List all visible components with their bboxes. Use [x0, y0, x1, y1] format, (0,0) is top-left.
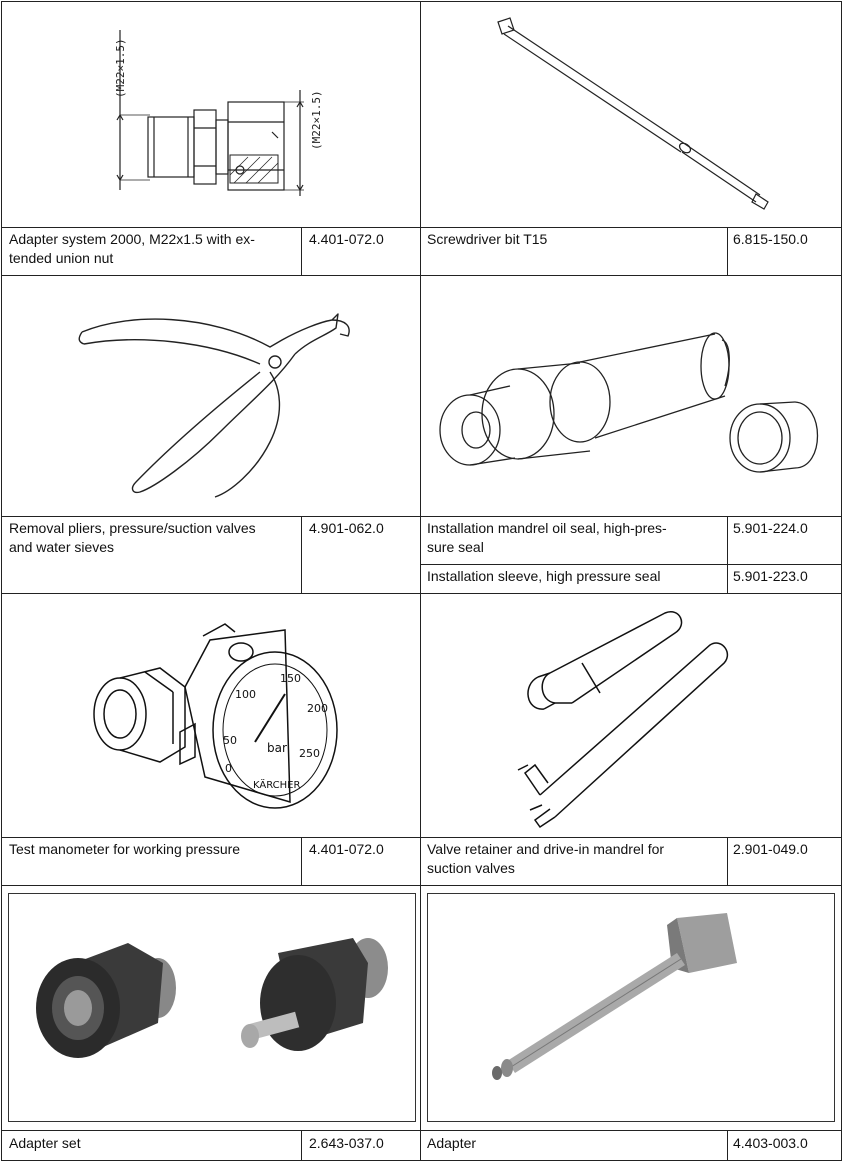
removal-pliers-description: Removal pliers, pressure/suction valves and water sieves — [9, 520, 256, 555]
item-description — [427, 1134, 725, 1153]
gauge-scale-0: 0 — [225, 762, 232, 775]
rule — [1, 227, 842, 228]
rule — [1, 837, 842, 838]
item-description — [427, 840, 725, 878]
removal-pliers-part: 4.901-062.0 — [309, 520, 384, 536]
part-number — [309, 230, 417, 249]
installation-mandrel-description: Installation mandrel oil seal, high-pres- sure seal — [427, 520, 667, 555]
part-number — [733, 230, 839, 249]
gauge-units: bar — [267, 741, 287, 755]
manometer-drawing — [85, 612, 345, 822]
rule — [841, 1, 842, 1161]
item-description — [427, 567, 725, 586]
rule — [727, 837, 728, 886]
manometer-description: Test manometer for working pressure — [9, 841, 241, 857]
rule — [1, 593, 842, 594]
gauge-brand: KÄRCHER — [253, 780, 301, 791]
screwdriver-bit-part: 6.815-150.0 — [733, 231, 808, 247]
rule — [1, 885, 842, 886]
installation-sleeve-description: Installation sleeve, high pressure seal — [427, 568, 661, 584]
adapter-description: Adapter — [427, 1135, 477, 1151]
adapter-system-description: Adapter system 2000, M22x1.5 with ex- tended union nut — [9, 231, 255, 266]
valve-retainer-drawing — [510, 605, 740, 830]
gauge-scale-250: 250 — [299, 747, 320, 760]
part-number — [733, 1134, 839, 1153]
part-number — [733, 519, 839, 538]
rule — [1, 275, 842, 276]
installation-sleeve-part: 5.901-223.0 — [733, 568, 808, 584]
item-description — [9, 840, 299, 859]
gauge-scale-50: 50 — [223, 734, 237, 747]
item-description — [9, 1134, 299, 1153]
rule — [1, 516, 842, 517]
valve-retainer-description: Valve retainer and drive-in mandrel for suction valves — [427, 841, 665, 876]
item-description — [427, 519, 725, 557]
thread-label-right: (M22×1.5) — [310, 90, 323, 150]
adapter-set-part: 2.643-037.0 — [309, 1135, 384, 1151]
rule — [727, 1130, 728, 1161]
adapter-set-description: Adapter set — [9, 1135, 81, 1151]
screwdriver-bit-drawing — [480, 12, 780, 217]
adapter-photo — [427, 893, 835, 1122]
adapter-system-part: 4.401-072.0 — [309, 231, 384, 247]
gauge-scale-100: 100 — [235, 688, 256, 701]
valve-retainer-part: 2.901-049.0 — [733, 841, 808, 857]
adapter-system-drawing — [100, 20, 340, 220]
item-description — [9, 519, 299, 557]
gauge-scale-150: 150 — [280, 672, 301, 685]
removal-pliers-drawing — [70, 292, 360, 502]
adapter-set-photo — [8, 893, 416, 1122]
part-number — [309, 1134, 417, 1153]
adapter-part: 4.403-003.0 — [733, 1135, 808, 1151]
rule — [727, 227, 728, 276]
rule — [1, 1, 842, 2]
part-number — [309, 519, 417, 538]
rule — [301, 1130, 302, 1161]
screwdriver-bit-description: Screwdriver bit T15 — [427, 231, 548, 247]
rule — [727, 516, 728, 594]
gauge-scale-200: 200 — [307, 702, 328, 715]
installation-mandrel-part: 5.901-224.0 — [733, 520, 808, 536]
part-number — [733, 840, 839, 859]
part-number — [733, 567, 839, 586]
part-number — [309, 840, 417, 859]
installation-mandrel-drawing — [430, 318, 830, 483]
rule — [301, 227, 302, 276]
manometer-part: 4.401-072.0 — [309, 841, 384, 857]
rule — [1, 1130, 842, 1131]
rule — [301, 837, 302, 886]
thread-label-top: (M22×1.5) — [114, 38, 127, 98]
rule — [301, 516, 302, 594]
rule — [420, 1, 421, 1161]
item-description — [427, 230, 725, 249]
rule — [1, 1160, 842, 1161]
rule — [1, 1, 2, 1161]
item-description — [9, 230, 299, 268]
rule — [420, 564, 842, 565]
